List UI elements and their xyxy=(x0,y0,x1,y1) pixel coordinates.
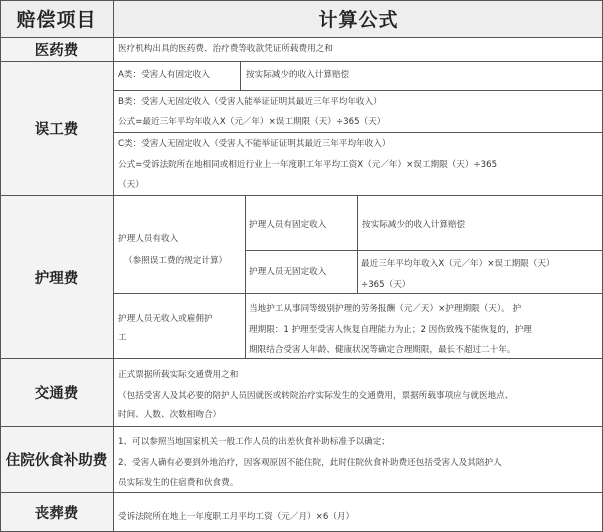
nursing-no-income: 护理人员无收入或雇佣护 xyxy=(118,314,213,324)
grid-line xyxy=(0,37,603,38)
nursing-no-fixed-formula: 最近三年平均年收入X（元／年）×误工期限（天） xyxy=(361,259,555,269)
grid-line xyxy=(0,426,603,427)
grid-line xyxy=(114,293,603,294)
grid-line xyxy=(357,196,358,293)
medical-text: 医疗机构出具的医药费、治疗费等收款凭证所载费用之和 xyxy=(118,44,333,54)
grid-line xyxy=(0,0,1,532)
transport-line-2: （包括受害人及其必要的陪护人员因就医或转院治疗实际发生的交通费用，票据所载事项应与就医地点、 xyxy=(118,391,514,401)
grid-line xyxy=(245,196,246,358)
nursing-no-fixed-income: 护理人员无固定收入 xyxy=(249,267,327,277)
lost-wages-b-formula: 公式=最近三年平均年收入X（元／年）×误工期限（天）÷365（天） xyxy=(118,117,386,127)
lost-wages-c-type: C类：受害人无固定收入（受害人不能举证证明其最近三年平均年收入） xyxy=(118,139,391,149)
nursing-no-fixed-formula-cont: ÷365（天） xyxy=(361,280,411,290)
label-nursing: 护理费 xyxy=(0,196,113,358)
grid-line xyxy=(0,195,603,196)
nursing-fixed-income: 护理人员有固定收入 xyxy=(249,220,327,230)
nursing-no-income-rule-3: 期限结合受害人年龄、健康状况等确定合理期限，最长不超过二十年。 xyxy=(249,345,516,355)
nursing-with-income: 护理人员有收入 xyxy=(118,234,179,244)
nursing-no-income-rule-2: 理期限：1 护理至受害人恢复自理能力为止；2 因伤致残不能恢复的，护理 xyxy=(249,325,532,335)
grid-line xyxy=(114,90,603,91)
hospital-food-line-2: 2、受害人确有必要到外地治疗，因客观原因不能住院，此时住院伙食补助费还包括受害人及其陪护人 xyxy=(118,458,502,468)
lost-wages-b-type: B类：受害人无固定收入（受害人能举证证明其最近三年平均年收入） xyxy=(118,97,382,107)
lost-wages-a-type: A类：受害人有固定收入 xyxy=(118,70,210,80)
label-transport: 交通费 xyxy=(0,359,113,426)
hospital-food-line-3: 员实际发生的住宿费和伙食费。 xyxy=(118,478,239,488)
transport-line-3: 时间、人数、次数相吻合） xyxy=(118,410,222,420)
lost-wages-c-formula: 公式=受诉法院所在地相同或相近行业上一年度职工年平均工资X（元／年）×误工期限（天）÷365 xyxy=(118,160,498,170)
grid-line xyxy=(113,0,114,532)
nursing-with-income-note: （参照误工费的规定计算） xyxy=(124,256,228,266)
nursing-no-income-cont: 工 xyxy=(118,333,127,343)
transport-line-1: 正式票据所载实际交通费用之和 xyxy=(118,370,239,380)
lost-wages-c-formula-cont: （天） xyxy=(118,180,144,190)
funeral-text: 受诉法院所在地上一年度职工月平均工资（元／月）×6（月） xyxy=(118,512,355,522)
label-funeral: 丧葬费 xyxy=(0,493,113,532)
nursing-fixed-rule: 按实际减少的收入计算赔偿 xyxy=(362,220,466,230)
grid-line xyxy=(0,61,603,62)
grid-line xyxy=(245,250,603,251)
grid-line xyxy=(0,358,603,359)
grid-line xyxy=(240,62,241,90)
label-hospital-food: 住院伙食补助费 xyxy=(0,427,113,492)
label-lost-wages: 误工费 xyxy=(0,62,113,195)
label-medical: 医药费 xyxy=(0,38,113,61)
header-item-column: 赔偿项目 xyxy=(0,0,113,37)
nursing-no-income-rule-1: 当地护工从事同等级别护理的劳务报酬（元／天）×护理期限（天）。 护 xyxy=(249,304,522,314)
grid-line xyxy=(0,0,603,1)
header-formula-column: 计算公式 xyxy=(114,0,603,37)
lost-wages-a-rule: 按实际减少的收入计算赔偿 xyxy=(246,70,350,80)
hospital-food-line-1: 1、可以参照当地国家机关一般工作人员的出差伙食补助标准予以确定； xyxy=(118,437,390,447)
grid-line xyxy=(0,492,603,493)
grid-line xyxy=(114,132,603,133)
